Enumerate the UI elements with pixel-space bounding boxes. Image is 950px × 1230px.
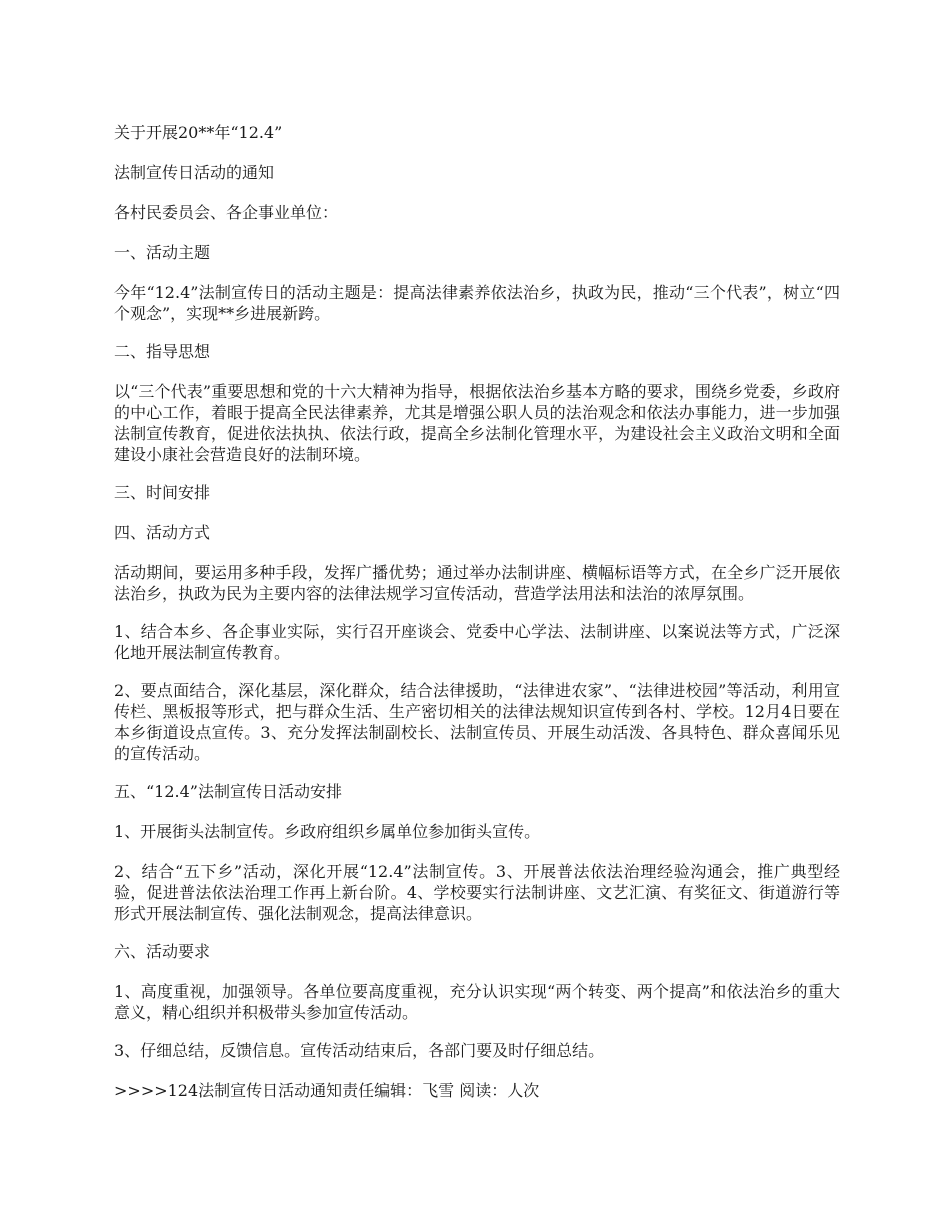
section-5-item-2: 2、结合“五下乡”活动，深化开展“12.4”法制宣传。3、开展普法依法治理经验沟通会，推广典型经验，促进普法依法治理工作再上新台阶。4、学校要实行法制讲座、文艺汇演、有奖征文、街道游行等形式开展法制宣传、强化法制观念，提高法律意识。 — [114, 862, 840, 923]
footer-line: >>>>124法制宣传日活动通知责任编辑：飞雪 阅读：人次 — [114, 1081, 540, 1100]
addressee: 各村民委员会、各企事业单位： — [114, 203, 339, 222]
section-3-heading: 三、时间安排 — [114, 483, 211, 502]
document-body — [114, 122, 840, 1120]
section-6-item-1: 1、高度重视，加强领导。各单位要高度重视，充分认识实现“两个转变、两个提高”和依法治乡的重大意义，精心组织并积极带头参加宣传活动。 — [114, 982, 840, 1022]
section-2-paragraph: 以“三个代表”重要思想和党的十六大精神为指导，根据依法治乡基本方略的要求，围绕乡党委，乡政府的中心工作，着眼于提高全民法律素养，尤其是增强公职人员的法治观念和依法办事能力，进一步加强法制宣传教育，促进依法执执、依法行政，提高全乡法制化管理水平，为建设社会主义政治文明和全面建设小康社会营造良好的法制环境。 — [114, 382, 840, 464]
section-5-item-1: 1、开展街头法制宣传。乡政府组织乡属单位参加街头宣传。 — [114, 822, 541, 841]
section-4-item-1: 1、结合本乡、各企事业实际，实行召开座谈会、党委中心学法、法制讲座、以案说法等方式，广泛深化地开展法制宣传教育。 — [114, 622, 840, 662]
section-1-heading: 一、活动主题 — [114, 243, 211, 262]
section-4-paragraph: 活动期间，要运用多种手段，发挥广播优势；通过举办法制讲座、横幅标语等方式，在全乡广泛开展依法治乡，执政为民为主要内容的法律法规学习宣传活动，营造学法用法和法治的浓厚氛围。 — [114, 563, 840, 603]
section-4-item-2: 2、要点面结合，深化基层，深化群众，结合法律援助，“法律进农家”、“法律进校园”等活动，利用宣传栏、黑板报等形式，把与群众生活、生产密切相关的法律法规知识宣传到各村、学校。12月4日要在本乡街道设点宣传。3、充分发挥法制副校长、法制宣传员、开展生动活泼、各具特色、群众喜闻乐见的宣传活动。 — [114, 681, 840, 763]
title-line-2: 法制宣传日活动的通知 — [114, 163, 275, 182]
title-line-1: 关于开展20**年“12.4” — [114, 123, 283, 142]
section-4-heading: 四、活动方式 — [114, 523, 211, 542]
section-5-heading: 五、“12.4”法制宣传日活动安排 — [114, 782, 342, 801]
section-1-paragraph: 今年“12.4”法制宣传日的活动主题是：提高法律素养依法治乡，执政为民，推动“三个代表”，树立“四个观念”，实现**乡进展新跨。 — [114, 283, 840, 323]
section-6-item-3: 3、仔细总结，反馈信息。宣传活动结束后，各部门要及时仔细总结。 — [114, 1041, 605, 1060]
section-6-heading: 六、活动要求 — [114, 942, 211, 961]
section-2-heading: 二、指导思想 — [114, 342, 211, 361]
